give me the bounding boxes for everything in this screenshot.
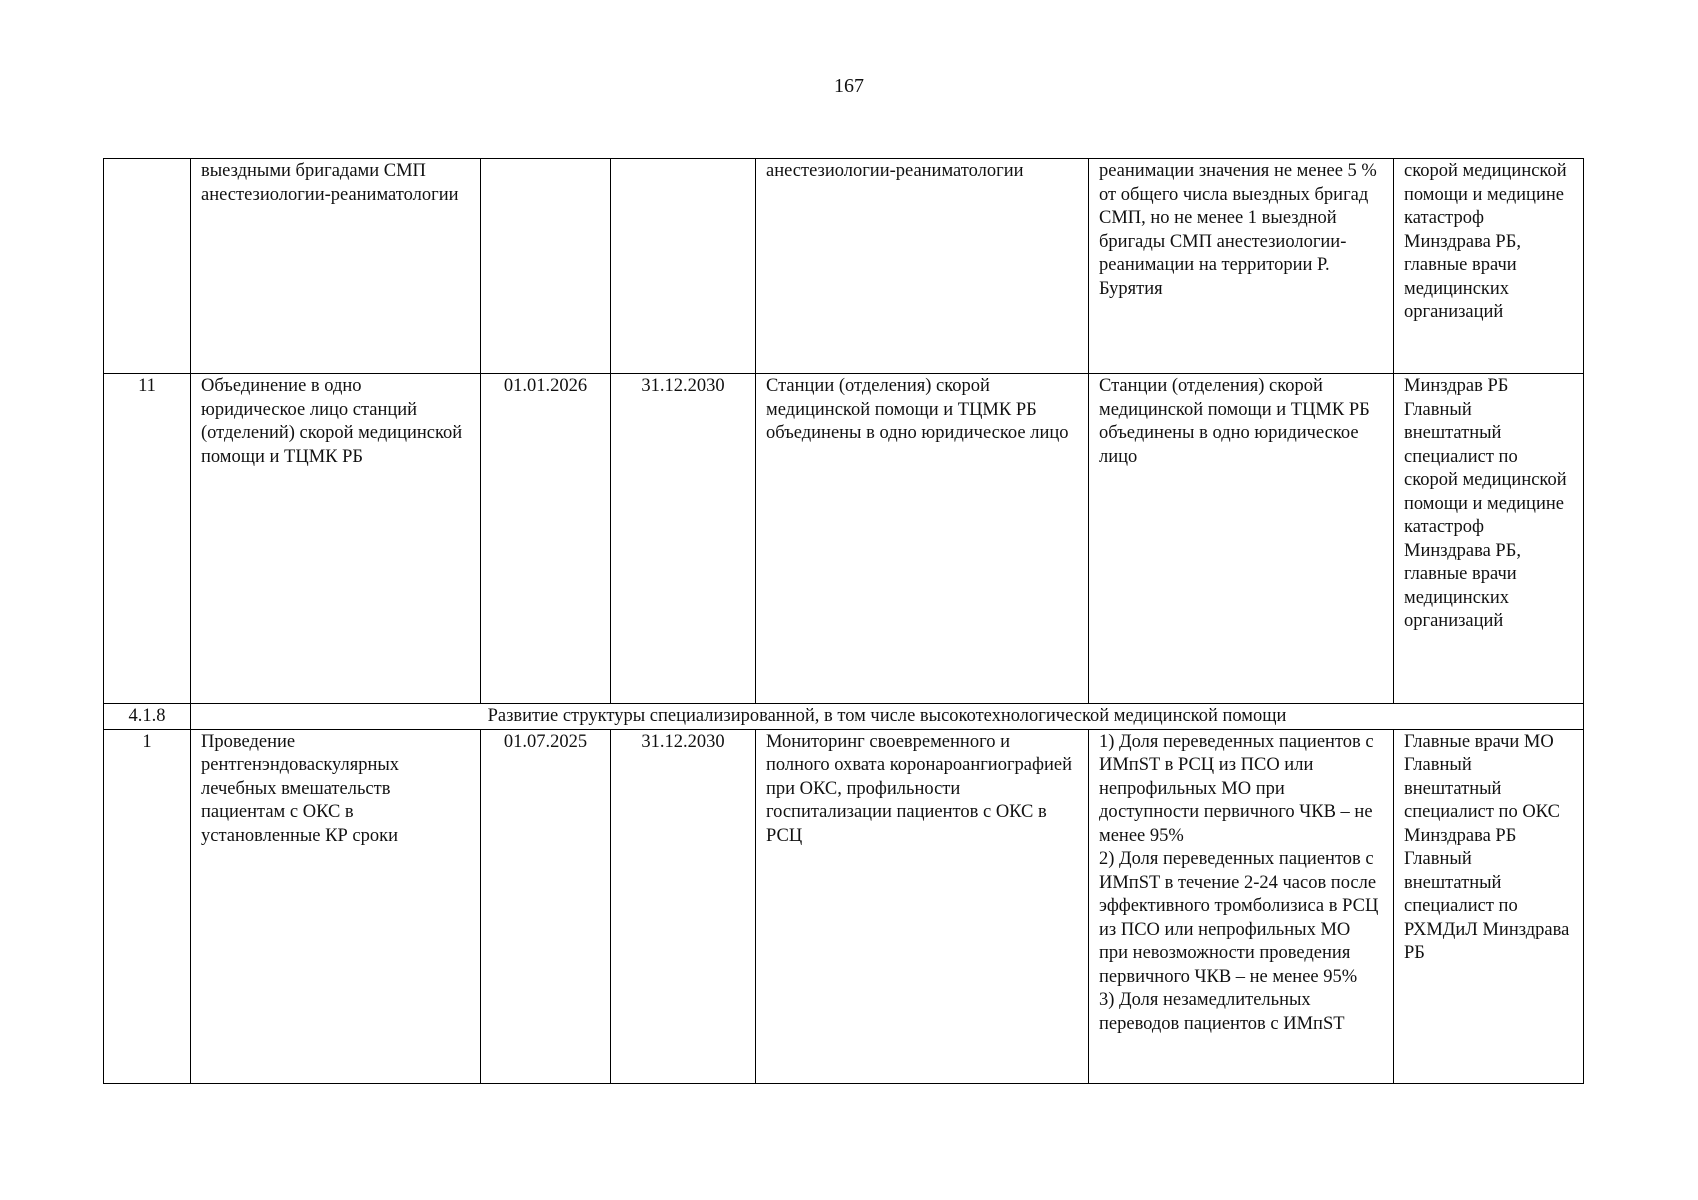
section-title: Развитие структуры специализированной, в том числе высокотехнологической медицинской помощи	[191, 704, 1584, 730]
result-cell: Мониторинг своевременного и полного охвата коронароангиографией при ОКС, профильности госпитализации пациентов с ОКС в РСЦ	[756, 729, 1089, 1083]
row-number: 11	[104, 374, 191, 704]
table-row	[104, 729, 1584, 1083]
table-row	[104, 374, 1584, 704]
row-number	[104, 159, 191, 374]
start-date-cell: 01.01.2026	[481, 374, 611, 704]
result-cell: Станции (отделения) скорой медицинской помощи и ТЦМК РБ объединены в одно юридическое лицо	[756, 374, 1089, 704]
indicator-cell: реанимации значения не менее 5 % от общего числа выездных бригад СМП, но не менее 1 выездной бригады СМП анестезиологии-реанимации на территории Р. Бурятия	[1089, 159, 1394, 374]
event-cell: Объединение в одно юридическое лицо станций (отделений) скорой медицинской помощи и ТЦМК РБ	[191, 374, 481, 704]
end-date-cell	[611, 159, 756, 374]
indicator-cell: Станции (отделения) скорой медицинской помощи и ТЦМК РБ объединены в одно юридическое лицо	[1089, 374, 1394, 704]
section-row	[104, 704, 1584, 730]
table-row	[104, 159, 1584, 374]
start-date-cell	[481, 159, 611, 374]
indicator-cell: 1) Доля переведенных пациентов с ИМпST в РСЦ из ПСО или непрофильных МО при доступности первичного ЧКВ – не менее 95% 2) Доля переведенных пациентов с ИМпST в течение 2-24 часов после эффективного тромболизиса в РСЦ из ПСО или непрофильных МО при невозможности проведения первичного ЧКВ – не менее 95% 3) Доля незамедлительных переводов пациентов с ИМпST	[1089, 729, 1394, 1083]
start-date-cell: 01.07.2025	[481, 729, 611, 1083]
section-number: 4.1.8	[104, 704, 191, 730]
event-cell: выездными бригадами СМП анестезиологии-реаниматологии	[191, 159, 481, 374]
event-cell: Проведение рентгенэндоваскулярных лечебных вмешательств пациентам с ОКС в установленные КР сроки	[191, 729, 481, 1083]
responsible-cell: Минздрав РБ Главный внештатный специалист по скорой медицинской помощи и медицине катастроф Минздрава РБ, главные врачи медицинских организаций	[1394, 374, 1584, 704]
row-number: 1	[104, 729, 191, 1083]
action-plan-table	[103, 158, 1584, 1084]
result-cell: анестезиологии-реаниматологии	[756, 159, 1089, 374]
end-date-cell: 31.12.2030	[611, 374, 756, 704]
responsible-cell: скорой медицинской помощи и медицине катастроф Минздрава РБ, главные врачи медицинских организаций	[1394, 159, 1584, 374]
responsible-cell: Главные врачи МО Главный внештатный специалист по ОКС Минздрава РБ Главный внештатный специалист по РХМДиЛ Минздрава РБ	[1394, 729, 1584, 1083]
end-date-cell: 31.12.2030	[611, 729, 756, 1083]
page-number: 167	[834, 75, 864, 97]
